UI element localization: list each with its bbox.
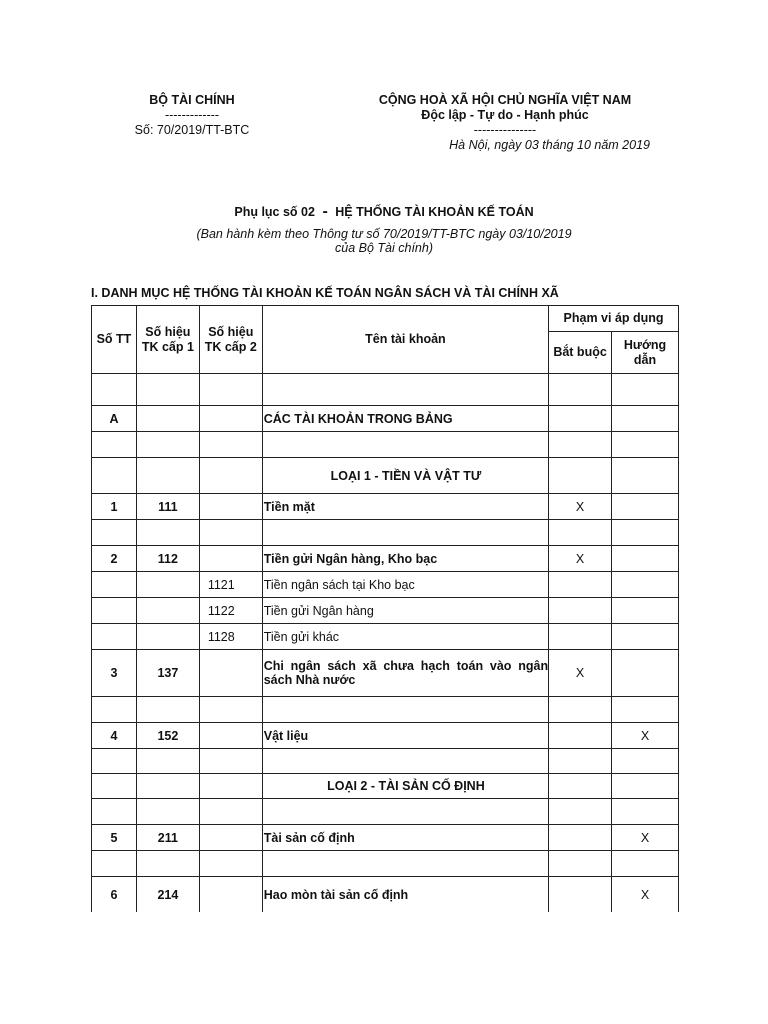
row-stt — [92, 520, 137, 546]
appendix-subtitle — [0, 227, 768, 255]
appendix-title — [0, 203, 768, 221]
row-account-level-2 — [199, 799, 262, 825]
row-required-mark — [549, 825, 612, 851]
table-row — [92, 494, 679, 520]
row-account-name: Tiền gửi Ngân hàng — [262, 598, 548, 624]
row-guidance-mark — [612, 546, 679, 572]
row-account-level-1: 112 — [136, 546, 199, 572]
row-account-level-1 — [136, 432, 199, 458]
row-account-level-2 — [199, 825, 262, 851]
row-account-name — [262, 520, 548, 546]
row-account-level-1: 111 — [136, 494, 199, 520]
row-account-name — [262, 432, 548, 458]
row-account-level-1: 211 — [136, 825, 199, 851]
header-scope: Phạm vi áp dụng — [549, 306, 679, 332]
row-guidance-mark — [612, 572, 679, 598]
document-number: Số: 70/2019/TT-BTC — [134, 123, 250, 137]
table-row — [92, 799, 679, 825]
header-account-level-1: Số hiệu TK cấp 1 — [136, 306, 199, 374]
title-dash: - — [322, 203, 328, 220]
row-account-level-2 — [199, 851, 262, 877]
row-account-level-2 — [199, 650, 262, 697]
row-stt: 6 — [92, 877, 137, 913]
row-stt — [92, 598, 137, 624]
row-stt — [92, 851, 137, 877]
table-row — [92, 374, 679, 406]
row-stt — [92, 374, 137, 406]
row-guidance-mark — [612, 374, 679, 406]
row-account-name: Tiền mặt — [262, 494, 548, 520]
row-account-name — [262, 697, 548, 723]
row-account-level-2: 1121 — [199, 572, 262, 598]
issue-date: Hà Nội, ngày 03 tháng 10 năm 2019 — [449, 138, 650, 152]
table-row — [92, 406, 679, 432]
row-account-name: Hao mòn tài sản cố định — [262, 877, 548, 913]
table-row — [92, 572, 679, 598]
row-account-name — [262, 374, 548, 406]
row-required-mark — [549, 774, 612, 799]
page-bottom-blank — [0, 912, 768, 1024]
row-account-level-2 — [199, 697, 262, 723]
row-account-name: Vật liệu — [262, 723, 548, 749]
row-guidance-mark — [612, 851, 679, 877]
row-account-level-2 — [199, 774, 262, 799]
row-account-level-2 — [199, 749, 262, 774]
table-row — [92, 774, 679, 799]
table-row — [92, 825, 679, 851]
row-account-level-2: 1128 — [199, 624, 262, 650]
row-required-mark — [549, 624, 612, 650]
row-account-level-2 — [199, 406, 262, 432]
row-account-name: Tiền ngân sách tại Kho bạc — [262, 572, 548, 598]
row-stt — [92, 774, 137, 799]
row-account-name — [262, 851, 548, 877]
table-row — [92, 624, 679, 650]
row-required-mark — [549, 877, 612, 913]
row-required-mark — [549, 723, 612, 749]
row-stt — [92, 458, 137, 494]
row-required-mark: X — [549, 546, 612, 572]
table-row — [92, 650, 679, 697]
row-account-name: LOẠI 1 - TIỀN VÀ VẬT TƯ — [262, 458, 548, 494]
row-stt: A — [92, 406, 137, 432]
row-account-level-2 — [199, 374, 262, 406]
table-row — [92, 877, 679, 913]
table-row — [92, 598, 679, 624]
row-stt — [92, 624, 137, 650]
national-header — [330, 93, 680, 153]
table-row — [92, 520, 679, 546]
row-guidance-mark: X — [612, 877, 679, 913]
row-guidance-mark — [612, 774, 679, 799]
appendix-main-title: HỆ THỐNG TÀI KHOẢN KẾ TOÁN — [335, 205, 534, 219]
ministry-name: BỘ TÀI CHÍNH — [149, 93, 235, 107]
row-required-mark: X — [549, 650, 612, 697]
row-guidance-mark — [612, 799, 679, 825]
table-row — [92, 851, 679, 877]
row-required-mark — [549, 520, 612, 546]
row-guidance-mark: X — [612, 723, 679, 749]
row-account-level-1: 152 — [136, 723, 199, 749]
row-required-mark: X — [549, 494, 612, 520]
row-account-level-1: 137 — [136, 650, 199, 697]
accounts-table — [91, 305, 679, 913]
national-motto: Độc lập - Tự do - Hạnh phúc — [421, 108, 589, 122]
row-guidance-mark — [612, 520, 679, 546]
row-account-name: LOẠI 2 - TÀI SẢN CỐ ĐỊNH — [262, 774, 548, 799]
row-account-level-2 — [199, 494, 262, 520]
subtitle-line-2: của Bộ Tài chính) — [335, 241, 433, 255]
row-stt: 5 — [92, 825, 137, 851]
row-guidance-mark — [612, 406, 679, 432]
row-required-mark — [549, 851, 612, 877]
row-required-mark — [549, 406, 612, 432]
country-name: CỘNG HOÀ XÃ HỘI CHỦ NGHĨA VIỆT NAM — [378, 93, 632, 107]
row-guidance-mark — [612, 432, 679, 458]
row-required-mark — [549, 432, 612, 458]
row-stt: 4 — [92, 723, 137, 749]
row-account-name — [262, 749, 548, 774]
row-account-level-1 — [136, 520, 199, 546]
row-guidance-mark — [612, 749, 679, 774]
header-required: Bắt buộc — [549, 332, 612, 374]
row-guidance-mark: X — [612, 825, 679, 851]
row-account-level-2 — [199, 520, 262, 546]
table-row — [92, 432, 679, 458]
row-account-level-2 — [199, 432, 262, 458]
row-required-mark — [549, 598, 612, 624]
subtitle-line-1: (Ban hành kèm theo Thông tư số 70/2019/TT-BTC ngày 03/10/2019 — [196, 227, 572, 241]
row-guidance-mark — [612, 697, 679, 723]
row-account-name: Chi ngân sách xã chưa hạch toán vào ngân sách Nhà nước — [262, 650, 548, 697]
row-account-level-2: 1122 — [199, 598, 262, 624]
row-account-name — [262, 799, 548, 825]
table-row — [92, 546, 679, 572]
row-stt — [92, 749, 137, 774]
header-stt: Số TT — [92, 306, 137, 374]
section-heading: I. DANH MỤC HỆ THỐNG TÀI KHOẢN KẾ TOÁN NGÂN SÁCH VÀ TÀI CHÍNH XÃ — [91, 286, 559, 300]
row-account-name: Tiền gửi Ngân hàng, Kho bạc — [262, 546, 548, 572]
row-account-level-1 — [136, 374, 199, 406]
row-account-name: CÁC TÀI KHOẢN TRONG BẢNG — [262, 406, 548, 432]
row-guidance-mark — [612, 458, 679, 494]
row-required-mark — [549, 458, 612, 494]
row-required-mark — [549, 374, 612, 406]
row-required-mark — [549, 697, 612, 723]
row-required-mark — [549, 799, 612, 825]
row-account-level-1: 214 — [136, 877, 199, 913]
row-account-name: Tài sản cố định — [262, 825, 548, 851]
row-guidance-mark — [612, 494, 679, 520]
row-account-level-2 — [199, 723, 262, 749]
appendix-number: Phụ lục số 02 — [234, 205, 315, 219]
row-account-level-1 — [136, 851, 199, 877]
row-guidance-mark — [612, 650, 679, 697]
table-row — [92, 749, 679, 774]
row-required-mark — [549, 749, 612, 774]
table-row — [92, 697, 679, 723]
row-account-level-1 — [136, 406, 199, 432]
row-stt: 2 — [92, 546, 137, 572]
row-account-level-1 — [136, 697, 199, 723]
row-stt — [92, 572, 137, 598]
row-account-level-1 — [136, 774, 199, 799]
row-guidance-mark — [612, 598, 679, 624]
row-stt: 1 — [92, 494, 137, 520]
row-account-level-1 — [136, 598, 199, 624]
table-row — [92, 458, 679, 494]
ministry-rule: ------------- — [164, 108, 220, 122]
row-stt — [92, 799, 137, 825]
row-guidance-mark — [612, 624, 679, 650]
header-account-name: Tên tài khoản — [262, 306, 548, 374]
row-required-mark — [549, 572, 612, 598]
row-account-level-1 — [136, 799, 199, 825]
issuer-block — [110, 93, 274, 138]
row-account-name: Tiền gửi khác — [262, 624, 548, 650]
header-account-level-2: Số hiệu TK cấp 2 — [199, 306, 262, 374]
row-stt — [92, 432, 137, 458]
header-guidance: Hướng dẫn — [612, 332, 679, 374]
row-stt: 3 — [92, 650, 137, 697]
table-row — [92, 723, 679, 749]
row-account-level-1 — [136, 624, 199, 650]
row-account-level-2 — [199, 458, 262, 494]
row-account-level-1 — [136, 572, 199, 598]
row-account-level-2 — [199, 546, 262, 572]
row-account-level-1 — [136, 749, 199, 774]
row-account-level-2 — [199, 877, 262, 913]
row-stt — [92, 697, 137, 723]
row-account-level-1 — [136, 458, 199, 494]
motto-rule: --------------- — [473, 123, 537, 137]
